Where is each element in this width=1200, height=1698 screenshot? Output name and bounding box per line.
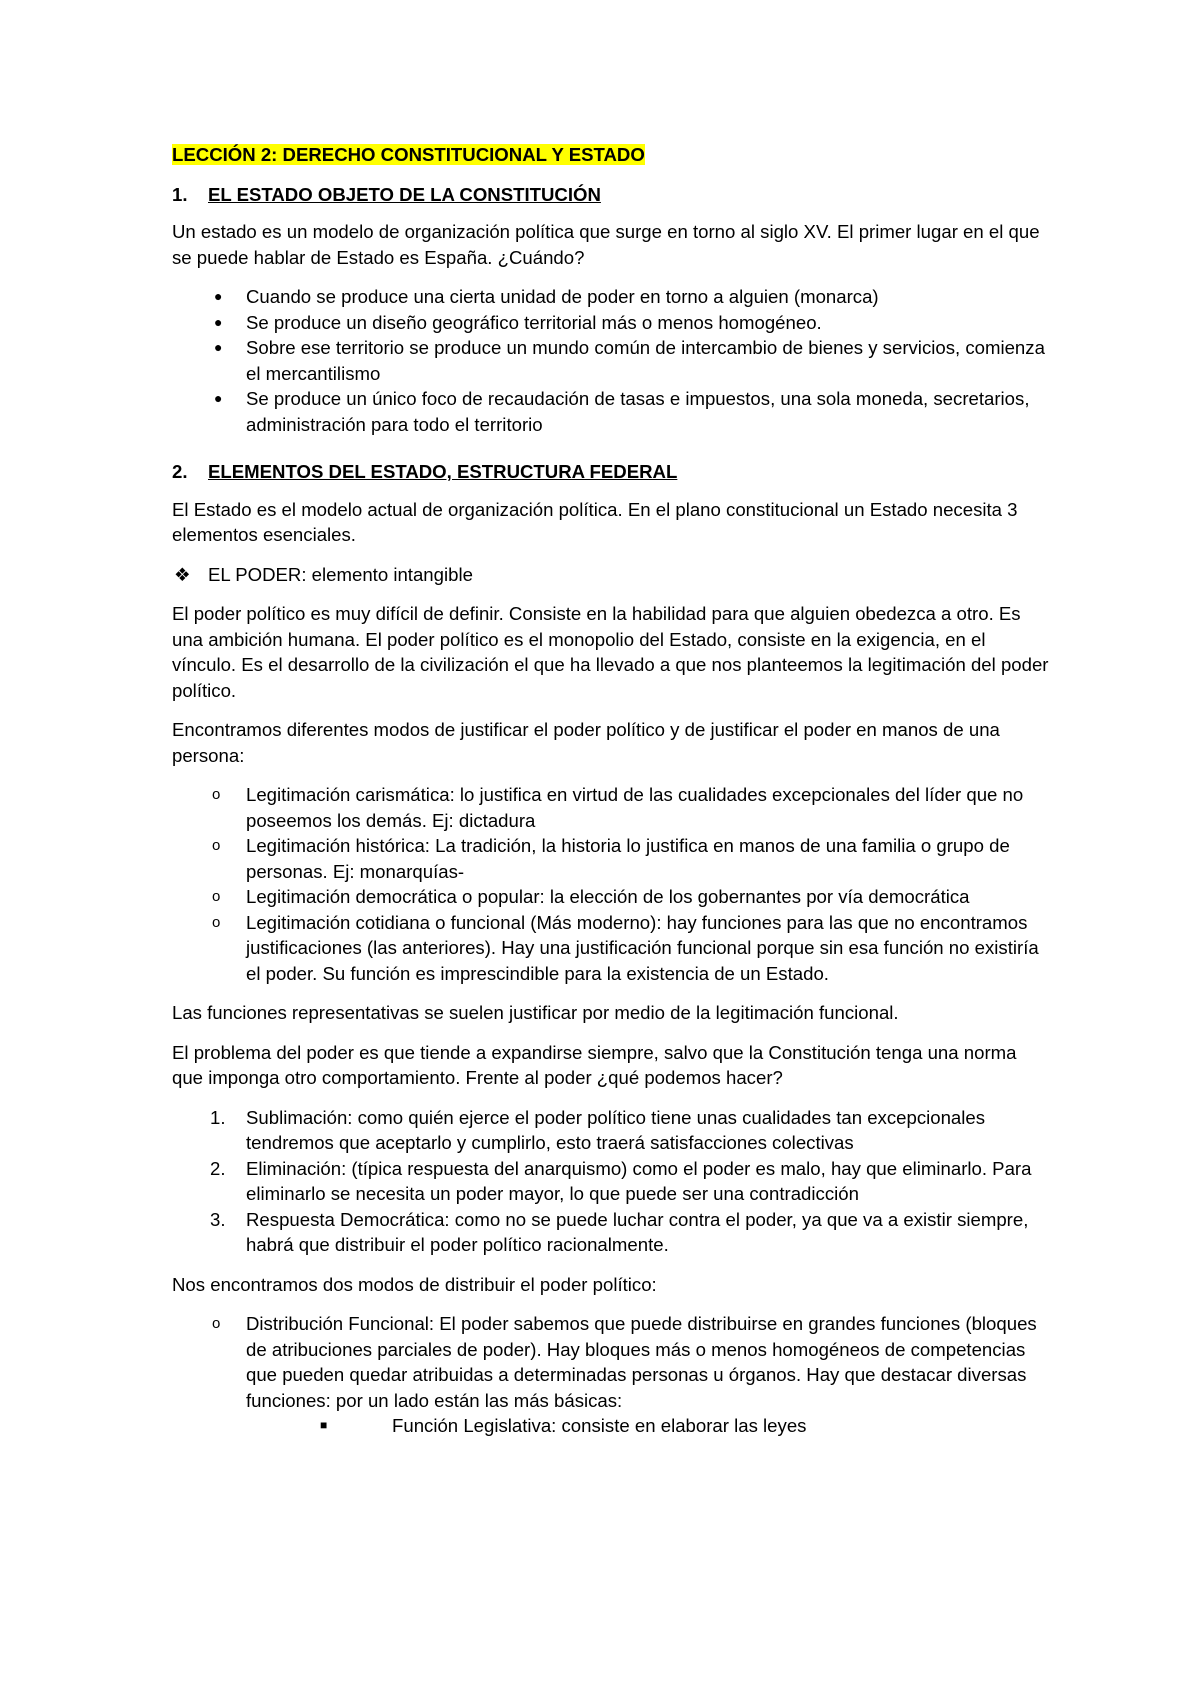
circle-bullet-icon: o xyxy=(212,837,221,854)
bullet-dot-icon: ● xyxy=(214,288,223,304)
bullet-dot-icon: ● xyxy=(214,390,223,406)
list-number: 2. xyxy=(210,1157,226,1179)
lesson-title-highlight: LECCIÓN 2: DERECHO CONSTITUCIONAL Y ESTADO xyxy=(172,144,645,165)
element-list xyxy=(172,562,1050,588)
section-2-title: ELEMENTOS DEL ESTADO, ESTRUCTURA FEDERAL xyxy=(208,461,678,482)
list-item: ● Sobre ese territorio se produce un mundo común de intercambio de bienes y servicios, comienza el mercantilismo xyxy=(172,335,1050,386)
distribution-intro-paragraph: Nos encontramos dos modos de distribuir el poder político: xyxy=(172,1273,657,1295)
section-1-number: 1. xyxy=(172,183,188,205)
section-2-number: 2. xyxy=(172,461,188,482)
list-item: o Legitimación histórica: La tradición, la historia lo justifica en manos de una familia o grupo de personas. Ej: monarquías- xyxy=(172,833,1050,884)
bullet-dot-icon: ● xyxy=(214,339,223,355)
circle-bullet-icon: o xyxy=(212,913,221,931)
distribution-list xyxy=(172,1311,1050,1413)
list-item: ● Se produce un único foco de recaudación de tasas e impuestos, una sola moneda, secretarios, administración para todo el territorio xyxy=(172,386,1050,437)
list-number: 3. xyxy=(210,1208,226,1230)
lesson-title xyxy=(172,142,1050,168)
list-number: 1. xyxy=(210,1106,226,1128)
list-item: o Legitimación democrática o popular: la elección de los gobernantes por vía democrática xyxy=(172,884,1050,910)
section-1-title: EL ESTADO OBJETO DE LA CONSTITUCIÓN xyxy=(208,183,601,205)
list-item: o Distribución Funcional: El poder sabemos que puede distribuirse en grandes funciones (bloques de atribuciones parciales de poder). Hay bloques más o menos homogéneos de competencias que pueden quedar atribuidas a determinadas personas u órganos. Hay que destacar diversas funciones: por un lado están las más básicas: xyxy=(172,1311,1050,1413)
power-problem-paragraph: El problema del poder es que tiende a expandirse siempre, salvo que la Constitución tenga una norma que imponga otro comportamiento. Frente al poder ¿qué podemos hacer? xyxy=(172,1041,1017,1088)
power-definition-paragraph: El poder político es muy difícil de definir. Consiste en la habilidad para que alguien obedezca a otro. Es una ambición humana. El poder político es el monopolio del Estado, consiste en la exigencia, en el vínculo. Es el desarrollo de la civilización el que ha llevado a que nos planteemos la legitimación del poder político. xyxy=(172,603,1049,701)
circle-bullet-icon: o xyxy=(212,786,221,803)
list-item: ● Se produce un diseño geográfico territorial más o menos homogéneo. xyxy=(172,310,1050,336)
square-bullet-icon: ■ xyxy=(320,1418,328,1432)
circle-bullet-icon: o xyxy=(212,1315,221,1332)
circle-bullet-icon: o xyxy=(212,888,221,905)
state-conditions-list xyxy=(172,284,1050,437)
list-item: 2. Eliminación: (típica respuesta del anarquismo) como el poder es malo, hay que eliminarlo. Para eliminarlo se necesita un poder mayor, lo que puede ser una contradicción xyxy=(172,1156,1050,1207)
list-item: ❖ EL PODER: elemento intangible xyxy=(172,562,1050,588)
responses-list xyxy=(172,1105,1050,1258)
list-item: 1. Sublimación: como quién ejerce el poder político tiene unas cualidades tan excepcionales tendremos que aceptarlo y cumplirlo, esto traerá satisfacciones colectivas xyxy=(172,1105,1050,1156)
list-item: o Legitimación cotidiana o funcional (Más moderno): hay funciones para las que no encontramos justificaciones (las anteriores). Hay una justificación funcional porque sin esa función no existiría el poder. Su función es imprescindible para la existencia de un Estado. xyxy=(172,910,1050,987)
section-2-heading xyxy=(172,459,1050,485)
section-1-intro: Un estado es un modelo de organización política que surge en torno al siglo XV. El primer lugar en el que se puede hablar de Estado es España. ¿Cuándo? xyxy=(172,221,1040,268)
list-item: ● Cuando se produce una cierta unidad de poder en torno a alguien (monarca) xyxy=(172,284,1050,310)
representative-functions-paragraph: Las funciones representativas se suelen justificar por medio de la legitimación funcional. xyxy=(172,1002,899,1023)
list-item: ■ Función Legislativa: consiste en elaborar las leyes xyxy=(210,1413,1050,1439)
section-1-heading xyxy=(172,182,1050,208)
bullet-dot-icon: ● xyxy=(214,313,223,330)
list-item: o Legitimación carismática: lo justifica en virtud de las cualidades excepcionales del líder que no poseemos los demás. Ej: dictadura xyxy=(172,782,1050,833)
section-2-intro: El Estado es el modelo actual de organización política. En el plano constitucional un Estado necesita 3 elementos esenciales. xyxy=(172,498,1018,545)
diamond-bullet-icon: ❖ xyxy=(174,563,191,585)
functions-sublist-wrapper xyxy=(246,1413,1050,1439)
functions-list xyxy=(246,1413,1050,1439)
justification-intro-paragraph: Encontramos diferentes modos de justificar el poder político y de justificar el poder en manos de una persona: xyxy=(172,719,1000,766)
list-item: 3. Respuesta Democrática: como no se puede luchar contra el poder, ya que va a existir siempre, habrá que distribuir el poder político racionalmente. xyxy=(172,1207,1050,1258)
legitimation-list xyxy=(172,782,1050,986)
